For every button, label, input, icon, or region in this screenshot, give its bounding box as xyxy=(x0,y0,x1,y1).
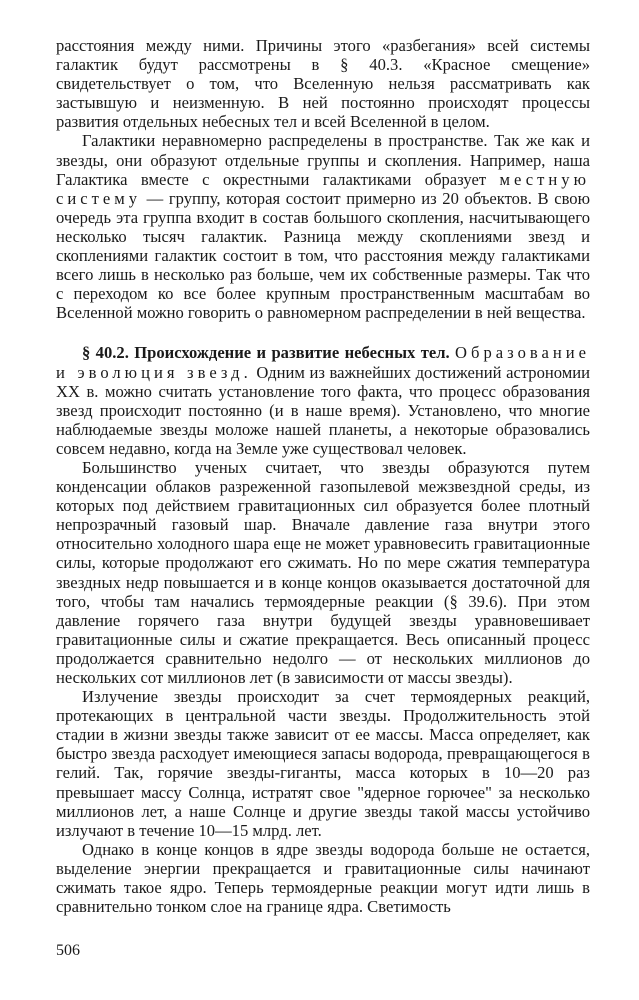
paragraph-galaxy-distribution-lead: Галактики неравномерно распределены в пространстве. Так же как и звезды, они образуют отдельные группы и скопления. Например, наша Галактика вместе с окрестными галактиками образует xyxy=(56,131,590,189)
term-local-system: местную систему xyxy=(56,169,590,208)
section-40-2-intro-text: Одним из важнейших достижений астрономии XX в. можно считать установление того факта, что процесс образования звезд происходит постоянно (и в наше время). Установлено, что многие наблюдаемые звезды моложе нашей планеты, а некоторые образовались совсем недавно, когда на Земле уже существовал человек. xyxy=(56,362,590,458)
subheading-star-formation: Образование и эволюция звезд. xyxy=(56,343,590,382)
paragraph-core-contraction: Однако в конце концов в ядре звезды водорода больше не остается, выделение энергии прекращается и гравитационные силы начинают сжимать такое ядро. Теперь термоядерные реакции могут идти лишь в сравнительно тонком слое на границе ядра. Светимость xyxy=(56,839,590,917)
paragraph-galaxy-distribution-rest: — группу, которая состоит примерно из 20 объектов. В свою очередь эта группа входит в состав большого скопления, насчитывающего несколько тысяч галактик. Разница между скоплениями звезд и скоплениями галактик состоит в том, что расстояния между галактиками всего лишь в несколько раз больше, чем их собственные размеры. Так что с переходом ко все более крупным пространственным масштабам во Вселенной можно говорить о равномерном распределении в ней вещества. xyxy=(56,188,590,323)
paragraph-galaxy-recession: расстояния между ними. Причины этого «разбегания» всей системы галактик будут рассмотрены в § 40.3. «Красное смещение» свидетельствует о том, что Вселенную нельзя рассматривать как застывшую и неизменную. В ней постоянно происходят процессы развития отдельных небесных тел и всей Вселенной в целом. xyxy=(56,36,590,132)
section-heading-40-2: § 40.2. Происхождение и развитие небесных тел. xyxy=(82,343,450,363)
paragraph-star-radiation: Излучение звезды происходит за счет термоядерных реакций, протекающих в центральной части звезды. Продолжительность этой стадии в жизни звезды также зависит от ее массы. Масса определяет, как быстро звезда расходует имеющиеся запасы водорода, превращающегося в гелий. Так, горячие звезды-гиганты, масса которых в 10—20 раз превышает массу Солнца, истратят свое "ядерное горючее" за несколько миллионов лет, а наше Солнце и другие звезды такой массы устойчиво излучают в течение 10—15 млрд. лет. xyxy=(56,687,590,840)
book-page xyxy=(56,36,590,916)
paragraph-galaxy-distribution xyxy=(56,131,590,322)
paragraph-star-condensation: Большинство ученых считает, что звезды образуются путем конденсации облаков разреженной газопылевой межзвездной среды, из которых под действием гравитационных сил образуется более плотный непрозрачный газовый шар. Вначале давление газа внутри этого относительно холодного шара еще не может уравновесить гравитационные силы, которые продолжают его сжимать. Но по мере сжатия температура звездных недр повышается и в конце концов оказывается достаточной для того, чтобы там начались термоядерные реакции (§ 39.6). При этом давление горячего газа внутри будущей звезды уравновешивает гравитационные силы и сжатие прекращается. Весь описанный процесс продолжается сравнительно недолго — от нескольких миллионов до нескольких сот миллионов лет (в зависимости от массы звезды). xyxy=(56,457,590,687)
page-number: 506 xyxy=(56,942,80,959)
section-40-2-intro xyxy=(56,343,590,458)
